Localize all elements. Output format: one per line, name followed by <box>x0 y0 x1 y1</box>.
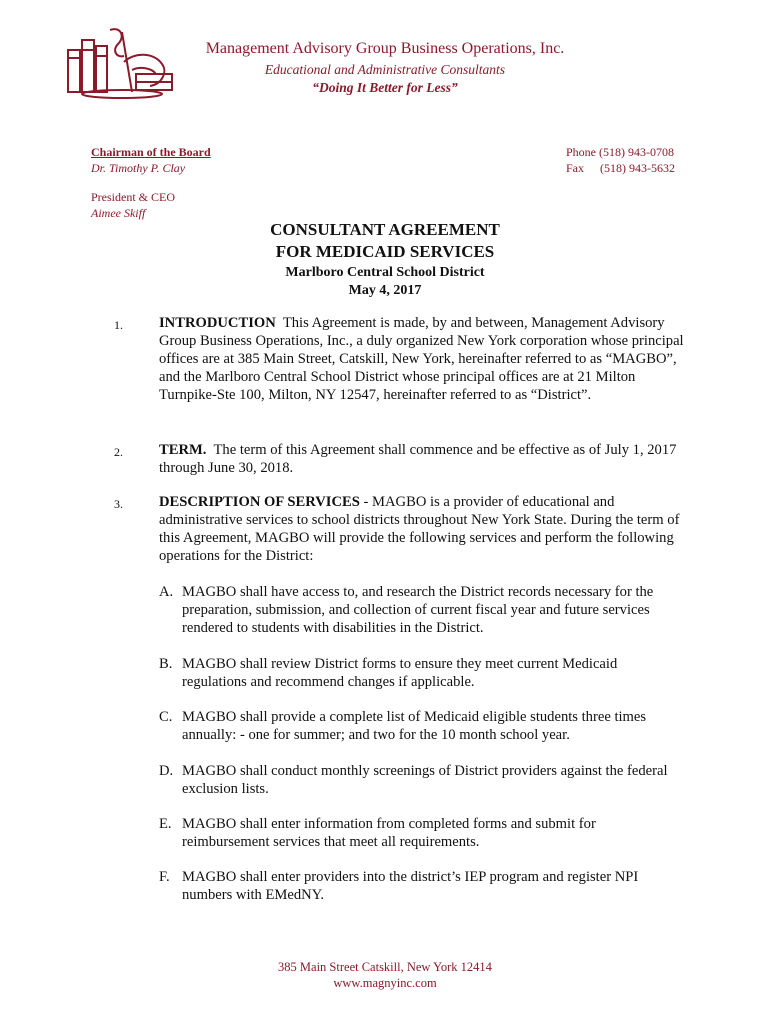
section-number: 2. <box>114 445 123 459</box>
list-item <box>159 868 684 904</box>
list-item-letter: D. <box>159 763 174 779</box>
company-slogan: “Doing It Better for Less” <box>312 80 458 95</box>
list-item-letter: B. <box>159 656 173 672</box>
section-text: The term of this Agreement shall commence and be effective as of July 1, 2017 through June 30, 2018. <box>159 442 677 476</box>
phone-number: Phone (518) 943-0708 <box>566 145 674 159</box>
footer-address: 385 Main Street Catskill, New York 12414 <box>278 960 492 974</box>
list-item-text: MAGBO shall review District forms to ensure they meet current Medicaid regulations and recommend changes if applicable. <box>182 656 618 690</box>
section-introduction <box>159 314 684 404</box>
chairman-name: Dr. Timothy P. Clay <box>91 161 186 175</box>
chairman-title: Chairman of the Board <box>91 145 211 159</box>
list-item-text: MAGBO shall provide a complete list of Medicaid eligible students three times annually: - one for summer; and two for the 10 month school year. <box>182 709 647 743</box>
list-item-text: MAGBO shall conduct monthly screenings of District providers against the federal exclusion lists. <box>182 763 668 797</box>
list-item-letter: F. <box>159 869 170 885</box>
section-number: 3. <box>114 497 123 511</box>
section-text: This Agreement is made, by and between, Management Advisory Group Business Operations, Inc., a duly organized New York corporation whose principal offices are at 385 Main Street, Catskill, New York, hereinafter referred to as “MAGBO”, and the Marlboro Central School District whose principal offices are at 21 Milton Turnpike-Ste 100, Milton, NY 12547, hereinafter referred to as “District”. <box>159 315 684 403</box>
list-item-text: MAGBO shall have access to, and research the District records necessary for the preparation, submission, and collection of current fiscal year and future services rendered to students with disabilities in the District. <box>182 584 654 636</box>
agreement-date: May 4, 2017 <box>348 283 422 298</box>
document-title-line1: CONSULTANT AGREEMENT <box>270 220 500 239</box>
list-item <box>159 655 684 691</box>
section-heading: INTRODUCTION <box>159 315 276 331</box>
fax-line <box>566 161 675 176</box>
list-item <box>159 762 684 798</box>
section-number: 1. <box>114 318 123 332</box>
district-name: Marlboro Central School District <box>285 265 485 280</box>
list-item-letter: A. <box>159 584 174 600</box>
document-title-line2: FOR MEDICAID SERVICES <box>275 242 495 261</box>
section-heading: DESCRIPTION OF SERVICES <box>159 494 360 510</box>
list-item-text: MAGBO shall enter providers into the district’s IEP program and register NPI numbers with EMedNY. <box>182 869 639 903</box>
company-name: Management Advisory Group Business Operations, Inc. <box>205 40 565 57</box>
footer-website[interactable]: www.magnyinc.com <box>333 976 437 990</box>
fax-number: (518) 943-5632 <box>600 161 675 175</box>
list-item <box>159 708 684 744</box>
president-title: President & CEO <box>91 190 175 204</box>
list-item <box>159 583 684 637</box>
company-tagline: Educational and Administrative Consultants <box>264 62 506 77</box>
list-item-text: MAGBO shall enter information from completed forms and submit for reimbursement services that meet all requirements. <box>182 816 596 850</box>
section-heading: TERM. <box>159 442 207 458</box>
section-text: - MAGBO is a provider of educational and administrative services to school districts throughout New York State. During the term of this Agreement, MAGBO will provide the following services and perform the following operations for the District: <box>159 494 680 564</box>
list-item-letter: E. <box>159 816 172 832</box>
section-description-of-services <box>159 493 684 565</box>
president-name: Aimee Skiff <box>91 206 146 220</box>
list-item-letter: C. <box>159 709 173 725</box>
list-item <box>159 815 684 851</box>
section-term <box>159 441 684 477</box>
fax-label: Fax <box>566 161 584 175</box>
books-and-pen-logo-icon <box>62 22 180 100</box>
